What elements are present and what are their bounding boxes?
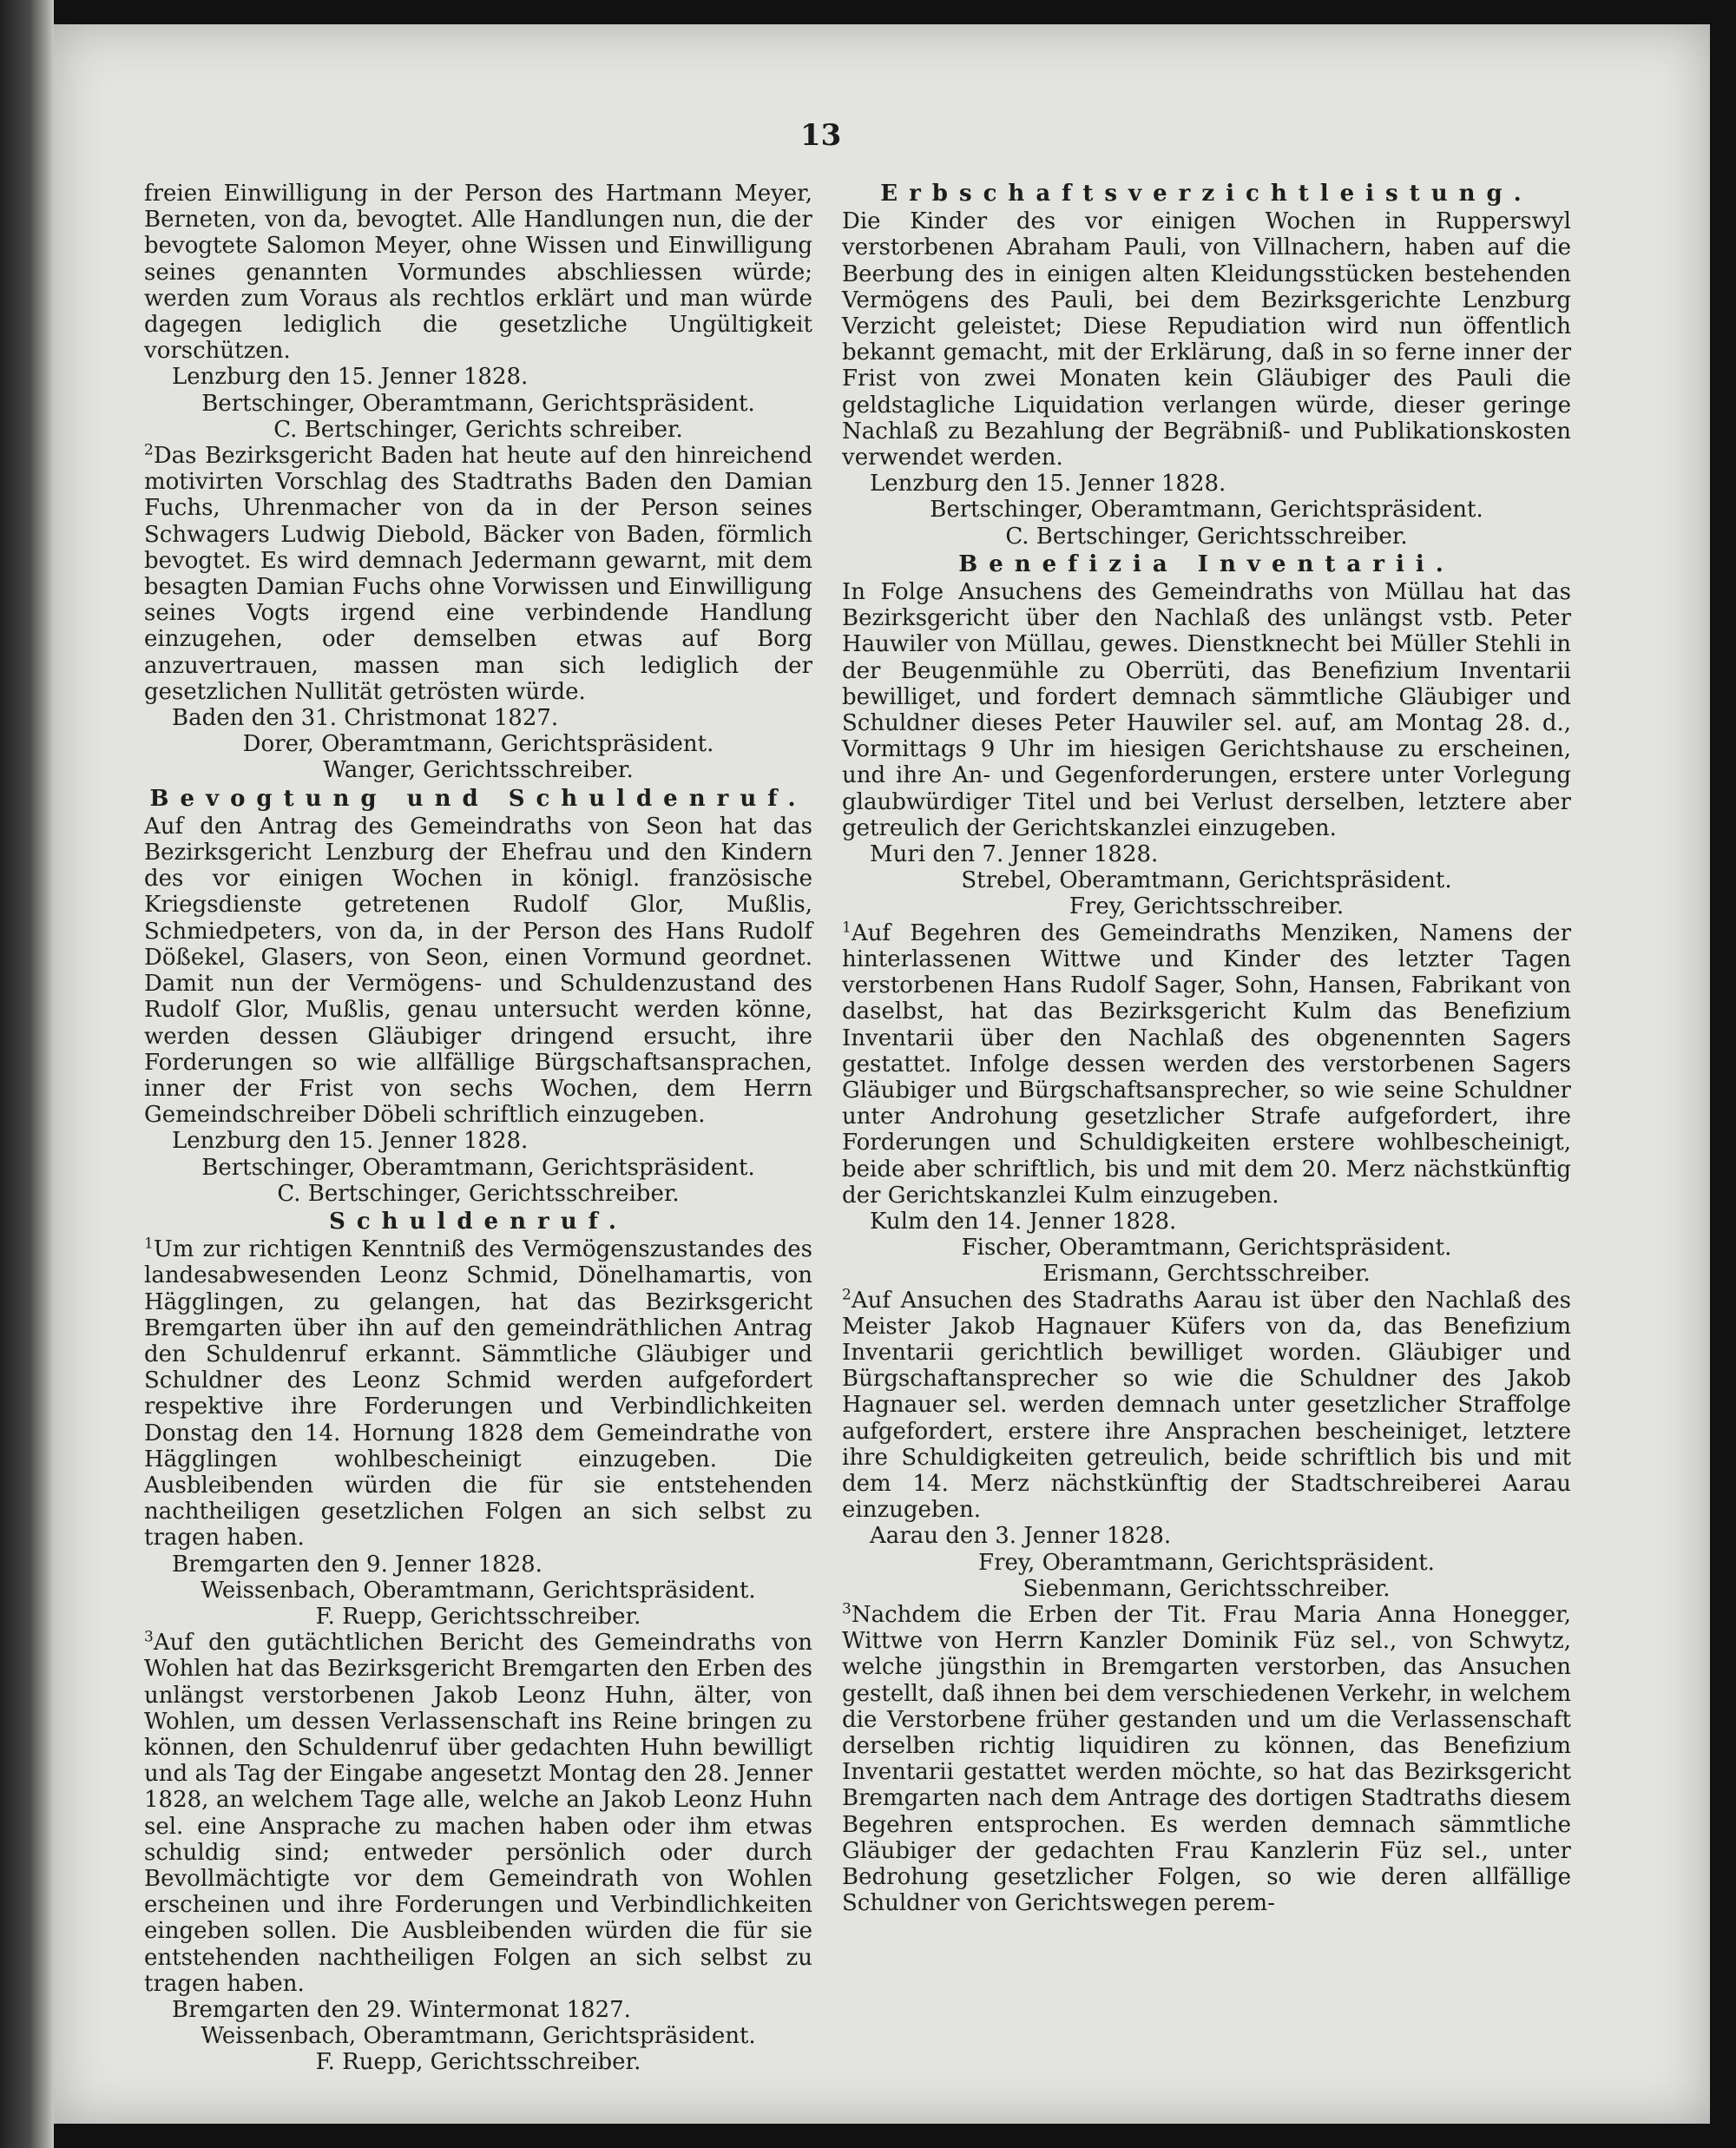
- notice-text: Bertschinger, Oberamtmann, Gerichtspräsident.: [930, 497, 1483, 524]
- notice-sig: [144, 2049, 812, 2075]
- notice-text: Aarau den 3. Jenner 1828.: [870, 1523, 1172, 1550]
- notice-para: [144, 181, 812, 364]
- notice-para: [144, 443, 812, 705]
- notice-sig: [144, 417, 812, 443]
- notice-para: [842, 1602, 1571, 1916]
- notice-text: Lenzburg den 15. Jenner 1828.: [172, 364, 529, 391]
- notice-text: Baden den 31. Christmonat 1827.: [172, 705, 559, 732]
- notice-text: Weissenbach, Oberamtmann, Gerichtspräsident.: [201, 2023, 756, 2050]
- notice-para: [842, 579, 1571, 841]
- notice-sig: [144, 1181, 812, 1207]
- reference-number: 2: [144, 441, 154, 459]
- notice-text: Bertschinger, Oberamtmann, Gerichtspräsident.: [201, 1154, 755, 1181]
- page-number: 13: [800, 118, 842, 153]
- notice-text: Lenzburg den 15. Jenner 1828.: [870, 471, 1226, 497]
- notice-sig: [842, 893, 1571, 919]
- notice-place-date: [842, 1209, 1571, 1235]
- notice-heading: [842, 551, 1571, 577]
- notice-text: Auf den gutächtlichen Bericht des Gemeindraths von Wohlen hat das Bezirksgericht Bremgarten den Erben des unlängst verstorbenen Jakob Leonz Huhn, älter, von Wohlen, um dessen Verlassenschaft ins Reine bringen zu können, den Schuldenruf über gedachten Huhn bewilligt und als Tag der Eingabe angesetzt Montag den 28. Jenner 1828, an welchem Tage alle, welche an Jakob Leonz Huhn sel. eine Ansprache zu machen haben oder ihm etwas schuldig sind; entweder persönlich oder durch Bevollmächtigte vor dem Gemeindrath von Wohlen erscheinen und ihre Forderungen und Verbindlichkeiten eingeben sollen. Die Ausbleibenden würden die für sie entstehenden nachtheiligen Folgen an sich selbst zu tragen haben.: [144, 1630, 812, 1997]
- reference-number: 1: [144, 1235, 154, 1253]
- notice-sig: [144, 731, 812, 757]
- notice-text: Siebenmann, Gerichtsschreiber.: [1023, 1575, 1391, 1602]
- reference-number: 3: [144, 1628, 154, 1646]
- notice-text: Bertschinger, Oberamtmann, Gerichtspräsident.: [201, 390, 755, 417]
- notice-text: Erismann, Gerchtsschreiber.: [1042, 1261, 1371, 1288]
- notice-text: Strebel, Oberamtmann, Gerichtspräsident.: [961, 867, 1452, 894]
- right-column: [842, 179, 1571, 1916]
- notice-text: Frey, Oberamtmann, Gerichtspräsident.: [978, 1549, 1435, 1576]
- notice-text: Auf Ansuchen des Stadraths Aarau ist über den Nachlaß des Meister Jakob Hagnauer Küfers von da, das Benefizium Inventarii gerichtlich bewilliget worden. Gläubiger und Bürgschaftansprecher so wie die Schuldner des Jakob Hagnauer sel. werden demnach unter gesetzlicher Straffolge aufgefordert, erstere ihre Ansprachen bescheiniget, letztere ihre Schuldigkeiten getreulich, beide schriftlich bis und mit dem 14. Merz nächstkünftig der Stadtschreiberei Aarau einzugeben.: [842, 1287, 1571, 1524]
- reference-number: 2: [842, 1285, 852, 1303]
- notice-text: Lenzburg den 15. Jenner 1828.: [172, 1128, 529, 1155]
- notice-sig: [842, 1576, 1571, 1602]
- reference-number: 3: [842, 1600, 852, 1618]
- notice-text: Frey, Gerichtsschreiber.: [1069, 893, 1345, 920]
- notice-sig: [144, 2023, 812, 2049]
- notice-place-date: [144, 364, 812, 390]
- notice-place-date: [842, 471, 1571, 497]
- notice-text: C. Bertschinger, Gerichtsschreiber.: [1005, 523, 1408, 550]
- notice-sig: [144, 1155, 812, 1181]
- notice-sig: [842, 524, 1571, 550]
- notice-sig: [144, 1578, 812, 1604]
- notice-text: freien Einwilligung in der Person des Hartmann Meyer, Berneten, von da, bevogtet. Alle Handlungen nun, die der bevogtete Salomon Meyer, ohne Wissen und Einwilligung seines genannten Vormundes abschliessen würde; werden zum Voraus als rechtlos erklärt und man würde dagegen lediglich die gesetzliche Ungültigkeit vorschützen.: [144, 181, 812, 365]
- notice-text: F. Ruepp, Gerichtsschreiber.: [315, 2049, 641, 2076]
- notice-text: Bremgarten den 29. Wintermonat 1827.: [172, 1997, 631, 2024]
- notice-text: Das Bezirksgericht Baden hat heute auf den hinreichend motivirten Vorschlag des Stadtraths Baden den Damian Fuchs, Uhrenmacher von da in der Person seines Schwagers Ludwig Diebold, Bäcker von Baden, förmlich bevogtet. Es wird demnach Jedermann gewarnt, mit dem besagten Damian Fuchs ohne Vorwissen und Einwilligung seines Vogts irgend eine verbindende Handlung einzugehen, oder demselben etwas auf Borg anzuvertrauen, massen man sich lediglich der gesetzlichen Nullität getrösten würde.: [144, 443, 812, 705]
- binding-gutter: [0, 0, 54, 2148]
- notice-text: C. Bertschinger, Gerichts schreiber.: [273, 416, 683, 443]
- notice-text: Fischer, Oberamtmann, Gerichtspräsident.: [961, 1235, 1452, 1262]
- notice-para: [842, 208, 1571, 471]
- newspaper-page: [54, 24, 1710, 2124]
- notice-sig: [842, 1550, 1571, 1576]
- notice-text: Dorer, Oberamtmann, Gerichtspräsident.: [242, 731, 714, 758]
- notice-place-date: [144, 1997, 812, 2023]
- notice-sig: [842, 497, 1571, 523]
- notice-text: Die Kinder des vor einigen Wochen in Rupperswyl verstorbenen Abraham Pauli, von Villnachern, haben auf die Beerbung des in einigen alten Kleidungsstücken bestehenden Vermögens des Pauli, bei dem Bezirksgerichte Lenzburg Verzicht geleistet; Diese Repudiation wird nun öffentlich bekannt gemacht, mit der Erklärung, daß in so ferne inner der Frist von zwei Monaten kein Gläubiger des Pauli die geldstagliche Liquidation verlangen würde, dieser geringe Nachlaß zu Bezahlung der Begräbniß- und Publikationskosten verwendet werden.: [842, 208, 1571, 471]
- notice-text: Auf den Antrag des Gemeindraths von Seon hat das Bezirksgericht Lenzburg der Ehefrau und den Kindern des vor einigen Wochen in königl. französische Kriegsdienste getretenen Rudolf Glor, Mußlis, Schmiedpeters, von da, in der Person des Hans Rudolf Dößekel, Glasers, von Seon, einen Vormund geordnet. Damit nun der Vermögens- und Schuldenzustand des Rudolf Glor, Mußlis, genau untersucht werden könne, werden dessen Gläubiger dringend ersucht, ihre Forderungen so wie allfällige Bürgschaftsansprachen, inner der Frist von sechs Wochen, dem Herrn Gemeindschreiber Döbeli schriftlich einzugeben.: [144, 813, 812, 1129]
- notice-text: Nachdem die Erben der Tit. Frau Maria Anna Honegger, Wittwe von Herrn Kanzler Dominik Füz sel., von Schwytz, welche jüngsthin in Bremgarten verstorben, das Ansuchen gestellt, daß ihnen bei dem verschiedenen Verkehr, in welchem die Verstorbene früher gestanden und um die Verlassenschaft derselben richtig liquidiren zu können, das Benefizium Inventarii gestattet werden möchte, so hat das Bezirksgericht Bremgarten nach dem Antrage des dortigen Stadtraths diesem Begehren entsprochen. Es werden demnach sämmtliche Gläubiger der gedachten Frau Kanzlerin Füz sel., unter Bedrohung gesetzlicher Folgen, so wie deren allfällige Schuldner von Gerichtswegen perem-: [842, 1601, 1571, 1917]
- notice-text: C. Bertschinger, Gerichtsschreiber.: [277, 1180, 680, 1207]
- notice-text: Benefizia Inventarii.: [958, 550, 1455, 577]
- notice-text: Bevogtung und Schuldenruf.: [149, 785, 807, 812]
- notice-heading: [144, 786, 812, 812]
- notice-para: [144, 814, 812, 1128]
- notice-text: Bremgarten den 9. Jenner 1828.: [172, 1551, 542, 1578]
- notice-text: F. Ruepp, Gerichtsschreiber.: [315, 1603, 641, 1630]
- notice-place-date: [144, 1552, 812, 1578]
- notice-place-date: [144, 705, 812, 731]
- notice-text: Erbschaftsverzichtleistung.: [880, 181, 1533, 207]
- notice-sig: [144, 391, 812, 417]
- notice-heading: [842, 181, 1571, 207]
- notice-text: Schuldenruf.: [329, 1208, 628, 1235]
- notice-heading: [144, 1209, 812, 1235]
- notice-sig: [842, 1261, 1571, 1287]
- notice-text: Weissenbach, Oberamtmann, Gerichtspräsident.: [201, 1577, 756, 1604]
- notice-text: Um zur richtigen Kenntniß des Vermögenszustandes des landesabwesenden Leonz Schmid, Dönelhamartis, von Hägglingen, zu gelangen, hat das Bezirksgericht Bremgarten über ihn auf den gemeindräthlichen Antrag den Schuldenruf erkannt. Sämmtliche Gläubiger und Schuldner des Leonz Schmid werden aufgefordert respektive ihre Forderungen und Verbindlichkeiten Donstag den 14. Hornung 1828 dem Gemeindrathe von Hägglingen wohlbescheinigt einzugeben. Die Ausbleibenden würden die für sie entstehenden nachtheiligen gesetzlichen Folgen an sich selbst zu tragen haben.: [144, 1236, 812, 1552]
- notice-sig: [842, 1235, 1571, 1261]
- reference-number: 1: [842, 919, 852, 937]
- notice-sig: [842, 867, 1571, 893]
- notice-text: Muri den 7. Jenner 1828.: [870, 841, 1159, 868]
- notice-para: [144, 1236, 812, 1551]
- left-column: [144, 181, 812, 2076]
- notice-text: Wanger, Gerichtsschreiber.: [323, 757, 634, 784]
- notice-para: [842, 1285, 1571, 1524]
- notice-para: [144, 1630, 812, 1997]
- notice-place-date: [842, 841, 1571, 867]
- notice-sig: [144, 757, 812, 783]
- notice-text: Auf Begehren des Gemeindraths Menziken, Namens der hinterlassenen Wittwe und Kinder des letzter Tagen verstorbenen Hans Rudolf Sager, Sohn, Hansen, Fabrikant von daselbst, hat das Bezirksgericht Kulm das Benefizium Inventarii über den Nachlaß des obgenennten Sagers gestattet. Infolge dessen werden des verstorbenen Sagers Gläubiger und Bürgschaftsansprecher, so wie seine Schuldner unter Androhung gesetzlicher Strafe aufgefordert, ihre Forderungen und Schuldigkeiten erstere wohlbescheinigt, beide aber schriftlich, bis und mit dem 20. Merz nächstkünftig der Gerichtskanzlei Kulm einzugeben.: [842, 919, 1571, 1209]
- notice-sig: [144, 1604, 812, 1630]
- notice-place-date: [842, 1523, 1571, 1549]
- notice-para: [842, 920, 1571, 1209]
- notice-text: In Folge Ansuchens des Gemeindraths von Müllau hat das Bezirksgericht über den Nachlaß des unlängst vstb. Peter Hauwiler von Müllau, gewes. Dienstknecht bei Müller Stehli in der Beugenmühle zu Oberrüti, das Benefizium Inventarii bewilliget, und fordert demnach sämmtliche Gläubiger und Schuldner dieses Peter Hauwiler sel. auf, am Montag 28. d., Vormittags 9 Uhr im hiesigen Gerichtshause zu erscheinen, und ihre An- und Gegenforderungen, erstere unter Vorlegung glaubwürdiger Titel und bei Verlust derselben, letztere aber getreulich der Gerichtskanzlei einzugeben.: [842, 579, 1571, 841]
- notice-place-date: [144, 1128, 812, 1154]
- notice-text: Kulm den 14. Jenner 1828.: [870, 1208, 1177, 1235]
